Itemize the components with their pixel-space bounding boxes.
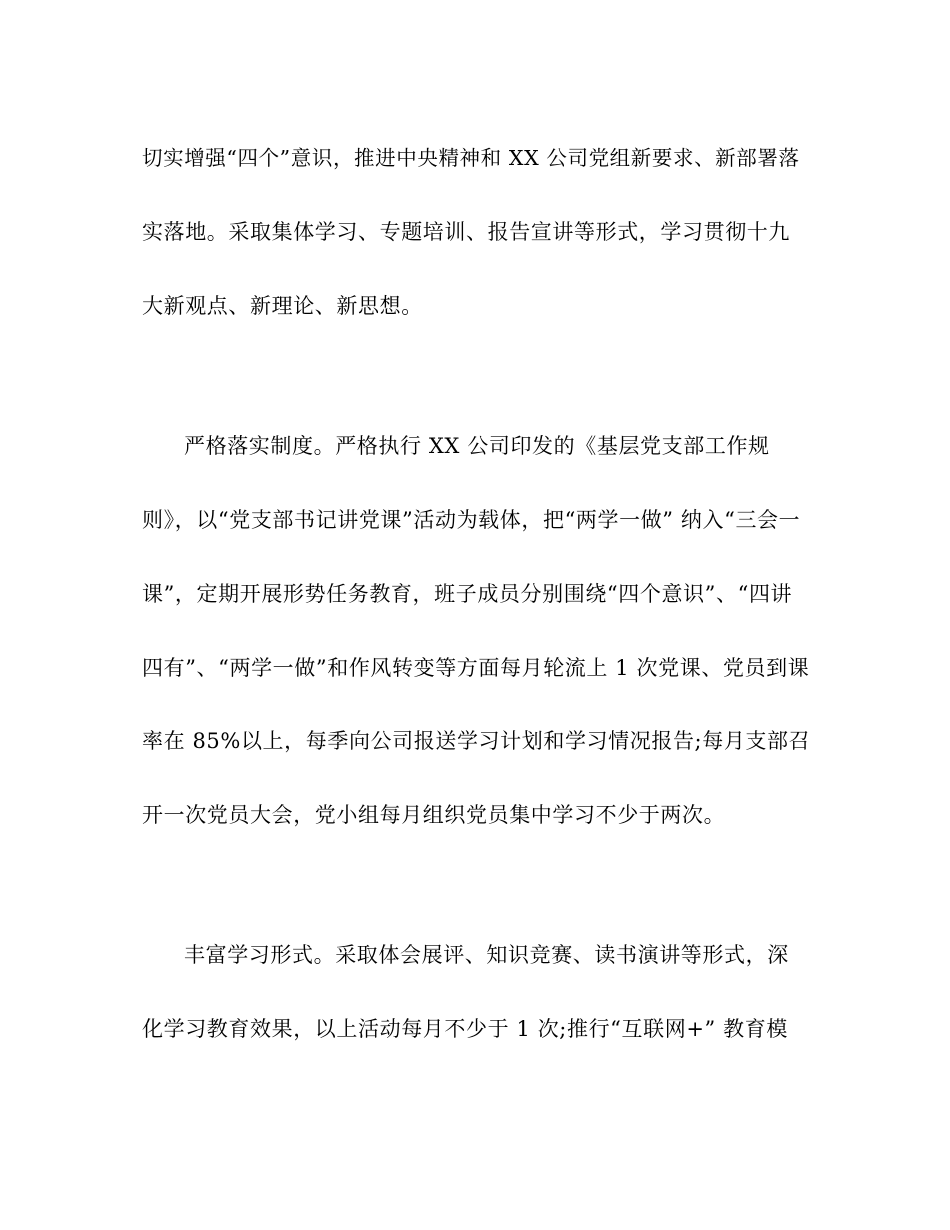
- paragraph-2-line-4: 四有”、“两学一做”和作风转变等方面每月轮流上 1 次党课、党员到课: [142, 656, 810, 680]
- paragraph-1-line-2: 实落地。采取集体学习、专题培训、报告宣讲等形式，学习贯彻十九: [142, 220, 790, 244]
- paragraph-2-line-6: 开一次党员大会，党小组每月组织党员集中学习不少于两次。: [142, 803, 726, 827]
- paragraph-2-line-2: 则》，以“党支部书记讲党课”活动为载体，把“两学一做” 纳入“三会一: [142, 508, 801, 532]
- paragraph-3-line-2: 化学习教育效果，以上活动每月不少于 1 次;推行“互联网+” 教育模: [142, 1017, 788, 1041]
- paragraph-3-line-1: 丰富学习形式。采取体会展评、知识竞赛、读书演讲等形式，深: [184, 943, 789, 967]
- paragraph-2-line-1: 严格落实制度。严格执行 XX 公司印发的《基层党支部工作规: [184, 434, 770, 458]
- paragraph-1-line-1: 切实增强“四个”意识，推进中央精神和 XX 公司党组新要求、新部署落: [142, 146, 800, 170]
- paragraph-1-line-3: 大新观点、新理论、新思想。: [142, 294, 423, 318]
- paragraph-2-line-5: 率在 85%以上，每季向公司报送学习计划和学习情况报告;每月支部召: [142, 729, 811, 753]
- paragraph-2-line-3: 课”，定期开展形势任务教育，班子成员分别围绕“四个意识”、“四讲: [142, 582, 793, 606]
